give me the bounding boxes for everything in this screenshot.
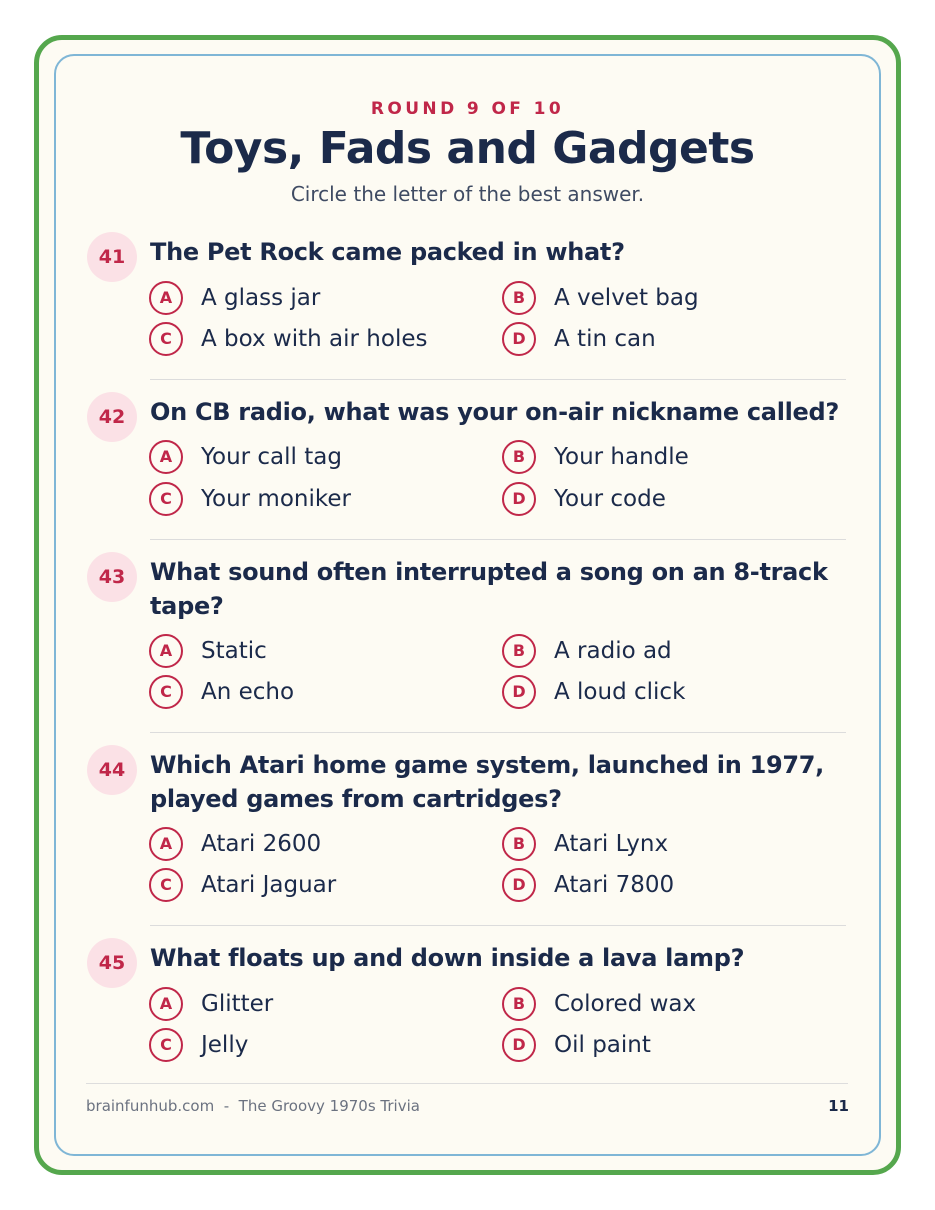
option-letter-circle: C xyxy=(149,675,183,709)
option-text: Atari 2600 xyxy=(201,831,322,857)
page-title: Toys, Fads and Gadgets xyxy=(180,123,755,174)
option-letter-circle: A xyxy=(149,987,183,1021)
option-letter-circle: A xyxy=(149,281,183,315)
option-text: Jelly xyxy=(201,1032,249,1058)
option-letter-circle: B xyxy=(502,827,536,861)
question-divider xyxy=(150,539,846,540)
option-letter-circle: D xyxy=(502,675,536,709)
question-divider xyxy=(150,925,846,926)
question-text: On CB radio, what was your on-air nickname called? xyxy=(150,398,840,426)
question-number-badge: 42 xyxy=(87,392,137,442)
option-text: Oil paint xyxy=(554,1032,651,1058)
option-letter-circle: B xyxy=(502,440,536,474)
question-text: The Pet Rock came packed in what? xyxy=(150,238,625,266)
page-number: 11 xyxy=(828,1097,849,1115)
option-text: Glitter xyxy=(201,991,274,1017)
option-letter-circle: A xyxy=(149,634,183,668)
option-text: A radio ad xyxy=(554,638,672,664)
question-divider xyxy=(150,732,846,733)
round-label: ROUND 9 OF 10 xyxy=(370,99,565,119)
option-letter-circle: C xyxy=(149,1028,183,1062)
option-text: A loud click xyxy=(554,679,686,705)
option-letter-circle: D xyxy=(502,868,536,902)
footer-source: brainfunhub.com - The Groovy 1970s Trivia xyxy=(86,1097,420,1115)
instructions: Circle the letter of the best answer. xyxy=(290,182,645,206)
option-text: An echo xyxy=(201,679,295,705)
option-letter-circle: B xyxy=(502,281,536,315)
question-text: Which Atari home game system, launched in 1977, played games from cartridges? xyxy=(150,751,824,813)
question-number-badge: 44 xyxy=(87,745,137,795)
option-letter-circle: A xyxy=(149,827,183,861)
option-text: Your code xyxy=(554,486,666,512)
option-letter-circle: C xyxy=(149,868,183,902)
option-letter-circle: D xyxy=(502,322,536,356)
question-number-badge: 41 xyxy=(87,232,137,282)
option-text: Static xyxy=(201,638,267,664)
option-letter-circle: D xyxy=(502,1028,536,1062)
option-letter-circle: C xyxy=(149,322,183,356)
option-text: Atari 7800 xyxy=(554,872,675,898)
option-letter-circle: B xyxy=(502,634,536,668)
option-text: Atari Jaguar xyxy=(201,872,337,898)
question-text: What floats up and down inside a lava lamp? xyxy=(150,944,745,972)
page-header xyxy=(54,96,881,210)
option-letter-circle: B xyxy=(502,987,536,1021)
question-divider xyxy=(150,379,846,380)
option-letter-circle: C xyxy=(149,482,183,516)
option-text: Your call tag xyxy=(201,444,342,470)
question-text: What sound often interrupted a song on an 8-track tape? xyxy=(150,558,828,620)
option-letter-circle: A xyxy=(149,440,183,474)
option-text: Colored wax xyxy=(554,991,697,1017)
option-text: A tin can xyxy=(554,326,656,352)
option-text: A velvet bag xyxy=(554,285,699,311)
question-number-badge: 45 xyxy=(87,938,137,988)
option-text: A glass jar xyxy=(201,285,321,311)
option-text: Atari Lynx xyxy=(554,831,669,857)
option-text: A box with air holes xyxy=(201,326,428,352)
footer-divider xyxy=(86,1083,848,1084)
option-text: Your moniker xyxy=(201,486,351,512)
option-text: Your handle xyxy=(554,444,689,470)
question-number-badge: 43 xyxy=(87,552,137,602)
option-letter-circle: D xyxy=(502,482,536,516)
